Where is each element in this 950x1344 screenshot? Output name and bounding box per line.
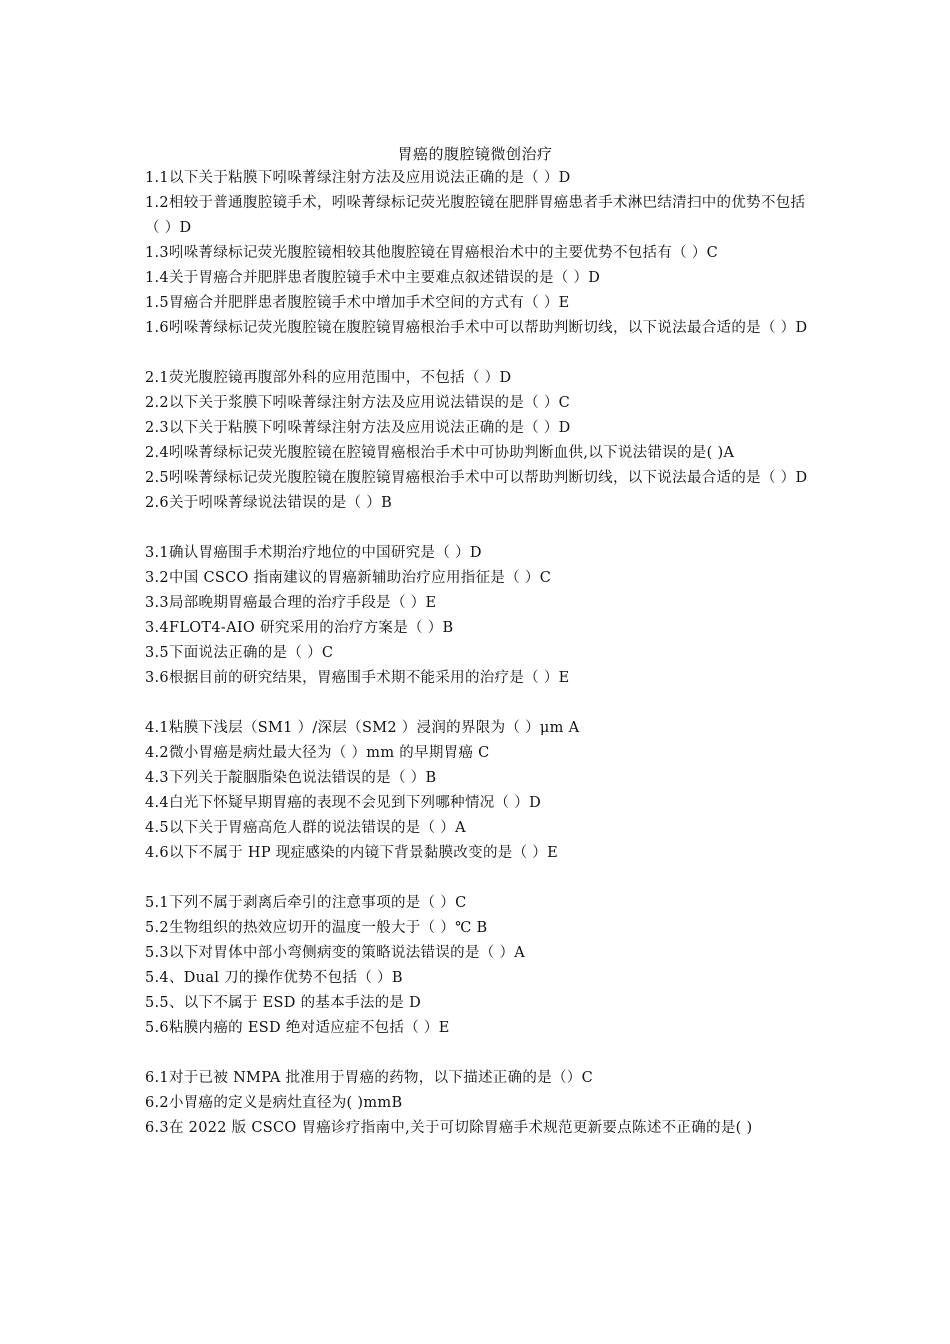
question-item: 1.4关于胃癌合并肥胖患者腹腔镜手术中主要难点叙述错误的是（ ）D — [145, 270, 601, 286]
question-item: 2.3以下关于粘膜下吲哚菁绿注射方法及应用说法正确的是（ ）D — [145, 420, 571, 436]
question-item: 5.2生物组织的热效应切开的温度一般大于（ ）℃ B — [145, 920, 488, 936]
question-item: 6.3在 2022 版 CSCO 胃癌诊疗指南中,关于可切除胃癌手术规范更新要点陈述不正确的是( ) — [145, 1120, 753, 1136]
question-item: 4.6以下不属于 HP 现症感染的内镜下背景黏膜改变的是（ ）E — [145, 845, 558, 861]
question-item: 3.4FLOT4-AIO 研究采用的治疗方案是（ ）B — [145, 620, 454, 636]
question-item: 6.1对于已被 NMPA 批准用于胃癌的药物，以下描述正确的是（）C — [145, 1070, 594, 1086]
document-body — [145, 166, 810, 1166]
question-item: 3.1确认胃癌围手术期治疗地位的中国研究是（ ）D — [145, 545, 482, 561]
question-item: 5.5、以下不属于 ESD 的基本手法的是 D — [145, 995, 422, 1011]
question-section-5 — [145, 891, 810, 1041]
document-title: 胃癌的腹腔镜微创治疗 — [397, 145, 553, 163]
question-section-2 — [145, 366, 810, 516]
question-item: 2.1荧光腹腔镜再腹部外科的应用范围中，不包括（ ）D — [145, 370, 512, 386]
question-item: 2.2以下关于浆膜下吲哚菁绿注射方法及应用说法错误的是（ ）C — [145, 395, 571, 411]
question-item: 5.4、Dual 刀的操作优势不包括（ ）B — [145, 970, 403, 986]
question-item: 1.6吲哚菁绿标记荧光腹腔镜在腹腔镜胃癌根治手术中可以帮助判断切线，以下说法最合适的是（ ）D — [145, 320, 808, 336]
question-item: 1.2相较于普通腹腔镜手术，吲哚菁绿标记荧光腹腔镜在肥胖胃癌患者手术淋巴结清扫中的优势不包括（ ）D — [145, 195, 806, 236]
question-item: 4.2微小胃癌是病灶最大径为（ ）mm 的早期胃癌 C — [145, 745, 490, 761]
question-item: 3.3局部晚期胃癌最合理的治疗手段是（ ）E — [145, 595, 437, 611]
question-item: 2.5吲哚菁绿标记荧光腹腔镜在腹腔镜胃癌根治手术中可以帮助判断切线，以下说法最合适的是（ ）D — [145, 470, 808, 486]
question-item: 4.1粘膜下浅层（SM1 ）/深层（SM2 ）浸润的界限为（ ）μm A — [145, 720, 580, 736]
question-item: 4.3下列关于靛胭脂染色说法错误的是（ ）B — [145, 770, 437, 786]
question-item: 2.6关于吲哚菁绿说法错误的是（ ）B — [145, 495, 393, 511]
question-section-6 — [145, 1066, 810, 1141]
question-item: 3.2中国 CSCO 指南建议的胃癌新辅助治疗应用指征是（ ）C — [145, 570, 552, 586]
question-section-4 — [145, 716, 810, 866]
question-item: 2.4吲哚菁绿标记荧光腹腔镜在腔镜胃癌根治手术中可协助判断血供,以下说法错误的是( )A — [145, 445, 735, 461]
question-item: 4.4白光下怀疑早期胃癌的表现不会见到下列哪种情况（ ）D — [145, 795, 541, 811]
question-item: 4.5以下关于胃癌高危人群的说法错误的是（ ）A — [145, 820, 466, 836]
question-item: 5.6粘膜内癌的 ESD 绝对适应症不包括（ ）E — [145, 1020, 450, 1036]
question-item: 6.2小胃癌的定义是病灶直径为( )mmB — [145, 1095, 403, 1111]
question-item: 1.3吲哚菁绿标记荧光腹腔镜相较其他腹腔镜在胃癌根治术中的主要优势不包括有（ ）C — [145, 245, 719, 261]
question-item: 5.3以下对胃体中部小弯侧病变的策略说法错误的是（ ）A — [145, 945, 526, 961]
question-item: 3.5下面说法正确的是（ ）C — [145, 645, 334, 661]
question-item: 1.1以下关于粘膜下吲哚菁绿注射方法及应用说法正确的是（ ）D — [145, 170, 571, 186]
question-item: 5.1下列不属于剥离后牵引的注意事项的是（ ）C — [145, 895, 467, 911]
question-item: 3.6根据目前的研究结果，胃癌围手术期不能采用的治疗是（ ）E — [145, 670, 570, 686]
question-item: 1.5胃癌合并肥胖患者腹腔镜手术中增加手术空间的方式有（ ）E — [145, 295, 570, 311]
question-section-1 — [145, 166, 810, 341]
question-section-3 — [145, 541, 810, 691]
